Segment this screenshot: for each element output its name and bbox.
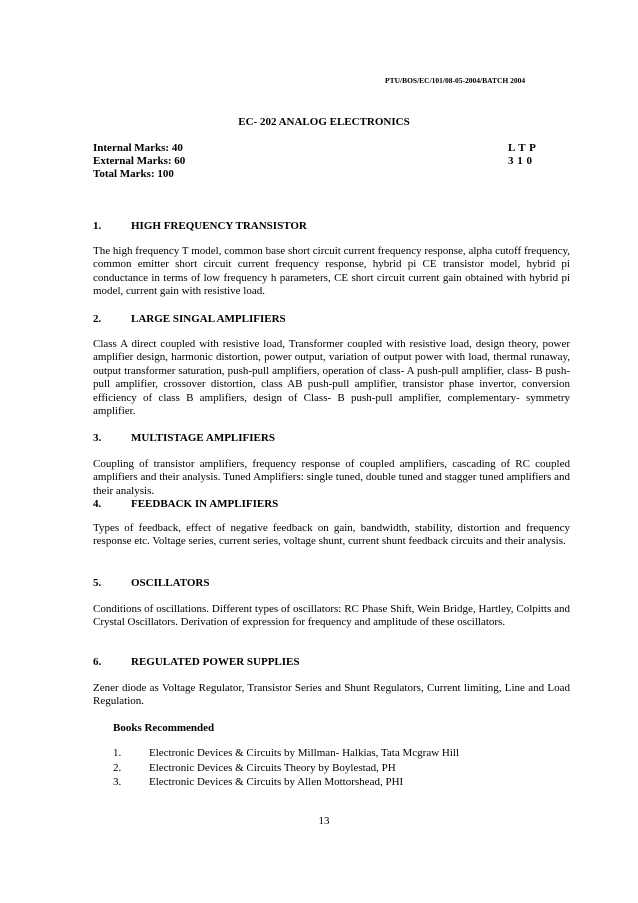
section-number: 3. bbox=[93, 432, 102, 444]
section-title: LARGE SINGAL AMPLIFIERS bbox=[131, 313, 286, 325]
section-body-4: Types of feedback, effect of negative feedback on gain, bandwidth, stability, distortion and frequency response etc. Voltage series, current series, voltage shunt, current shunt feedback circuits and their analysis. bbox=[93, 522, 570, 548]
books-heading: Books Recommended bbox=[113, 722, 215, 734]
book-title: Electronic Devices & Circuits by Millman- Halkias, Tata Mcgraw Hill bbox=[149, 747, 460, 759]
book-title: Electronic Devices & Circuits by Allen Mottorshead, PHI bbox=[149, 776, 404, 788]
section-body-1: The high frequency T model, common base short circuit current frequency response, alpha cutoff frequency, common emitter short circuit current frequency response, hybrid pi CE transistor model, hybrid pi conductance in terms of low frequency h parameters, CE short circuit current gain obtained with hybrid pi model, current gain with resistive load. bbox=[93, 245, 570, 298]
book-item bbox=[113, 747, 459, 759]
section-heading-4 bbox=[93, 498, 278, 510]
marks-block bbox=[93, 142, 185, 181]
section-number: 6. bbox=[93, 656, 102, 668]
section-title: REGULATED POWER SUPPLIES bbox=[131, 656, 300, 668]
section-body-3: Coupling of transistor amplifiers, frequency response of coupled amplifiers, cascading of RC coupled amplifiers and their analysis. Tuned Amplifiers: single tuned, double tuned and stagger tuned amplifiers and their analysis. bbox=[93, 458, 570, 497]
section-heading-2 bbox=[93, 313, 286, 325]
section-number: 1. bbox=[93, 220, 102, 232]
book-number: 2. bbox=[113, 762, 122, 774]
page-title: EC- 202 ANALOG ELECTRONICS bbox=[238, 116, 410, 128]
section-heading-1 bbox=[93, 220, 307, 232]
book-item bbox=[113, 776, 403, 788]
ltp-labels: L T P bbox=[508, 142, 537, 154]
ltp-values: 3 1 0 bbox=[508, 155, 533, 167]
section-number: 4. bbox=[93, 498, 102, 510]
book-item bbox=[113, 762, 396, 774]
external-marks: External Marks: 60 bbox=[93, 155, 186, 167]
page-number: 13 bbox=[318, 815, 330, 827]
section-title: OSCILLATORS bbox=[131, 577, 210, 589]
reference-code: PTU/BOS/EC/101/08-05-2004/BATCH 2004 bbox=[385, 76, 526, 85]
book-title: Electronic Devices & Circuits Theory by Boylestad, PH bbox=[149, 762, 396, 774]
section-body-5: Conditions of oscillations. Different types of oscillators: RC Phase Shift, Wein Bridge, Hartley, Colpitts and Crystal Oscillators. Derivation of expression for frequency and amplitude of these oscillators. bbox=[93, 603, 570, 629]
section-title: HIGH FREQUENCY TRANSISTOR bbox=[131, 220, 307, 232]
ltp-block bbox=[508, 142, 536, 168]
total-marks: Total Marks: 100 bbox=[93, 168, 174, 180]
section-heading-5 bbox=[93, 577, 209, 589]
book-number: 1. bbox=[113, 747, 122, 759]
section-body-2: Class A direct coupled with resistive load, Transformer coupled with resistive load, design theory, power amplifier design, harmonic distortion, power output, variation of output power with load, thermal runaway, output transformer saturation, push-pull amplifiers, operation of class- A push-pull amplifier, class- B push-pull amplifier, crossover distortion, class AB push-pull amplifier, transistor phase invertor, conversion efficiency of class B amplifiers, design of Class- B push-pull amplifier, complementary- symmetry amplifier. bbox=[93, 338, 570, 418]
section-title: MULTISTAGE AMPLIFIERS bbox=[131, 432, 275, 444]
section-number: 5. bbox=[93, 577, 102, 589]
section-body-6: Zener diode as Voltage Regulator, Transistor Series and Shunt Regulators, Current limiting, Line and Load Regulation. bbox=[93, 682, 570, 708]
section-title: FEEDBACK IN AMPLIFIERS bbox=[131, 498, 279, 510]
book-number: 3. bbox=[113, 776, 122, 788]
section-heading-6 bbox=[93, 656, 300, 668]
section-number: 2. bbox=[93, 313, 102, 325]
section-heading-3 bbox=[93, 432, 275, 444]
internal-marks: Internal Marks: 40 bbox=[93, 142, 183, 154]
